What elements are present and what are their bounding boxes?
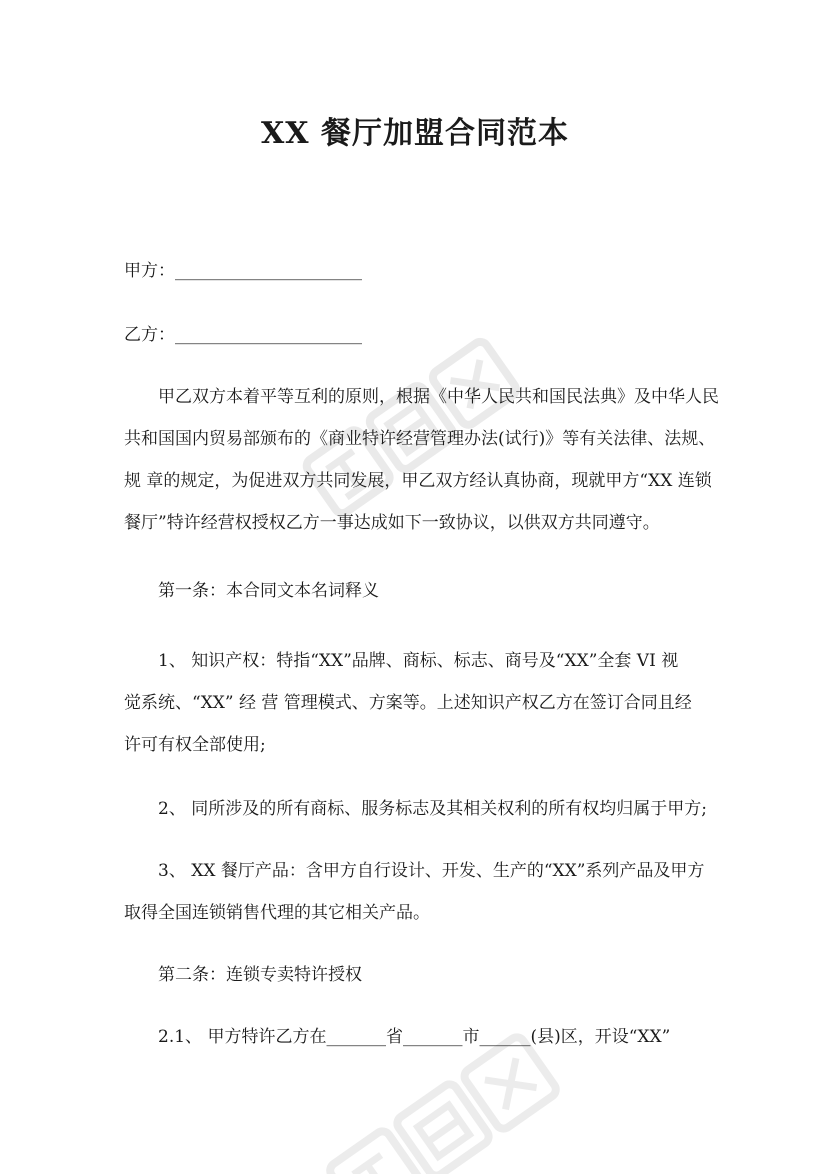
item-1-line: 1、 知识产权：特指“XX”品牌、商标、标志、商号及“XX”全套 VI 视 xyxy=(158,651,679,671)
intro-line: 甲乙双方本着平等互利的原则，根据《中华人民共和国民法典》及中华人民 xyxy=(158,387,719,407)
intro-paragraph xyxy=(124,376,719,544)
article-2-heading xyxy=(124,962,706,988)
article-1-heading xyxy=(124,578,706,604)
party-a-line: 甲方：______________________ xyxy=(124,261,362,281)
item-1-paragraph xyxy=(124,640,706,766)
item-3-line: 3、 XX 餐厅产品：含甲方自行设计、开发、生产的“XX”系列产品及甲方 xyxy=(158,861,705,881)
item-3-paragraph xyxy=(124,850,706,934)
item-3-line: 取得全国连锁销售代理的其它相关产品。 xyxy=(124,903,430,923)
item-2-paragraph xyxy=(124,796,706,822)
item-2-text: 2、 同所涉及的所有商标、服务标志及其相关权利的所有权均归属于甲方; xyxy=(158,799,707,819)
party-b-line: 乙方：______________________ xyxy=(124,325,362,345)
intro-line: 餐厅”特许经营权授权乙方一事达成如下一致协议，以供双方共同遵守。 xyxy=(124,513,660,533)
intro-line: 共和国国内贸易部颁布的《商业特许经营管理办法(试行)》等有关法律、法规、 xyxy=(124,429,716,449)
intro-line: 规 章的规定，为促进双方共同发展，甲乙双方经认真协商，现就甲方“XX 连锁 xyxy=(124,471,712,491)
item-1-line: 觉系统、“XX” 经 营 管理模式、方案等。上述知识产权乙方在签订合同且经 xyxy=(124,693,692,713)
item-1-line: 许可有权全部使用; xyxy=(124,735,266,755)
item-2-1-paragraph xyxy=(124,1024,706,1050)
document-title: XX 餐厅加盟合同范本 xyxy=(261,116,569,151)
article-1-text: 第一条：本合同文本名词释义 xyxy=(158,581,379,601)
item-2-1-text: 2.1、 甲方特许乙方在_______省_______市______(县)区，开设“XX” xyxy=(158,1027,671,1047)
article-2-text: 第二条：连锁专卖特许授权 xyxy=(158,965,362,985)
